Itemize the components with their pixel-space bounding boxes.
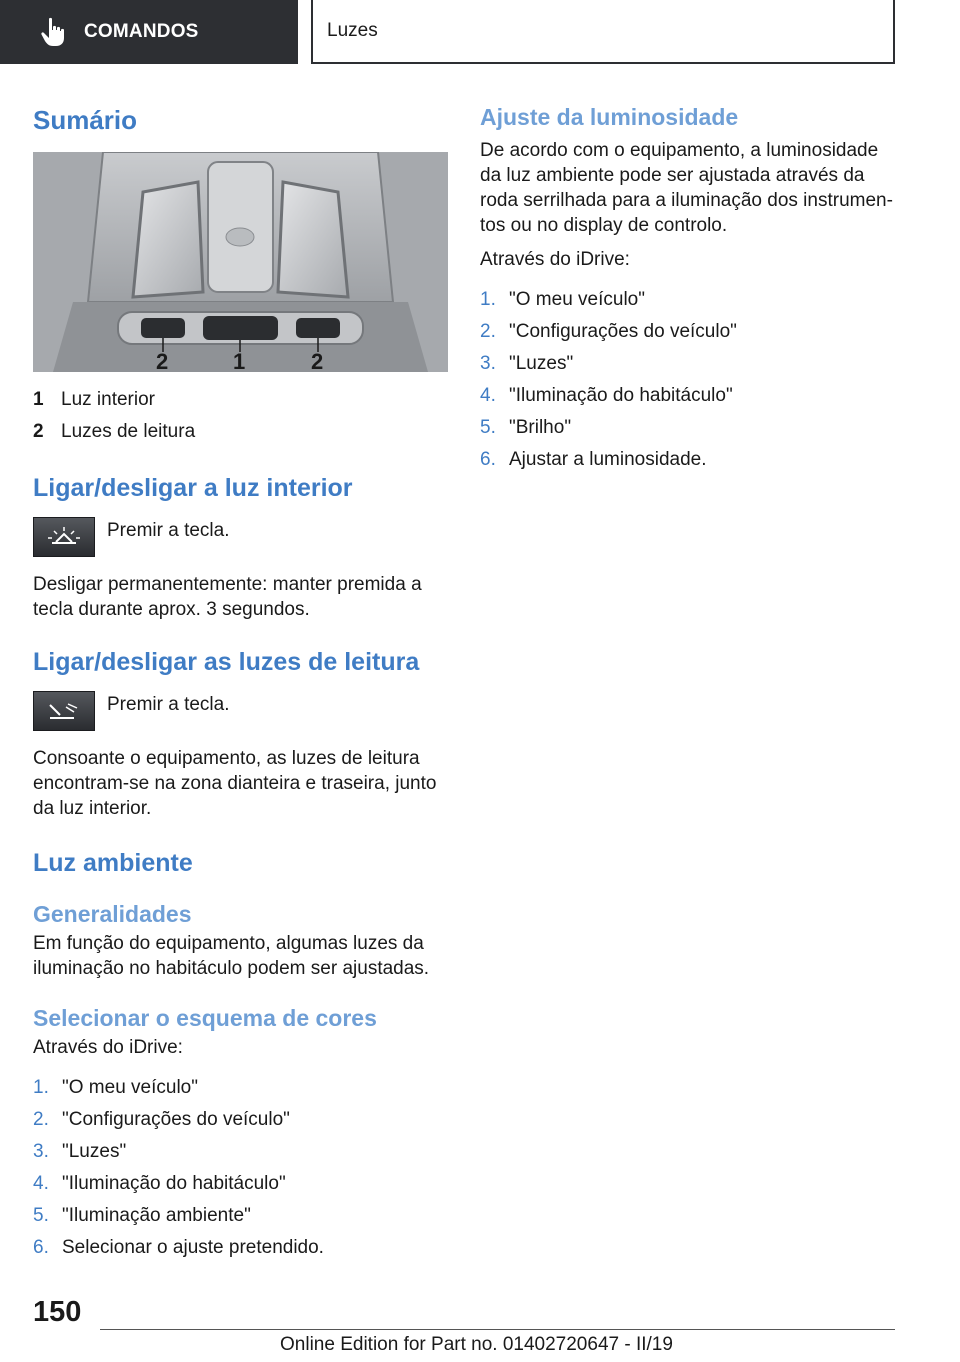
- list-item: [480, 316, 895, 348]
- brightness-title: Ajuste da luminosidade: [480, 104, 739, 130]
- section-title: COMANDOS: [84, 21, 199, 42]
- step-number: 4.: [33, 1173, 49, 1194]
- figure-callouts: [33, 384, 448, 448]
- interior-light-body: Desligar permanentemente: manter premida a tecla durante aprox. 3 segundos.: [33, 574, 422, 620]
- step-number: 3.: [33, 1141, 49, 1162]
- summary-title: Sumário: [33, 105, 138, 135]
- step-number: 6.: [480, 449, 496, 470]
- overhead-console-figure: [33, 152, 448, 372]
- general-title: Generalidades: [33, 901, 192, 927]
- footer-divider: [100, 1329, 895, 1330]
- step-text: "Configurações do veículo": [62, 1109, 290, 1130]
- callout-item: [33, 416, 448, 448]
- list-item: [480, 380, 895, 412]
- step-text: "Luzes": [509, 353, 574, 374]
- step-number: 6.: [33, 1237, 49, 1258]
- step-number: 5.: [33, 1205, 49, 1226]
- brightness-body: De acordo com o equipamento, a luminosidade da luz ambiente pode ser ajustada através da roda serrilhada para a iluminação dos instrumen-tos ou no display de controlo.: [480, 140, 893, 236]
- callout-text: Luzes de leitura: [61, 421, 196, 442]
- footer-edition: Online Edition for Part no. 01402720647 - II/19: [280, 1334, 673, 1355]
- reading-light-key-icon: [33, 691, 95, 731]
- reading-key-row: [33, 688, 448, 731]
- list-item: [33, 1072, 448, 1104]
- step-text: "Luzes": [62, 1141, 127, 1162]
- step-number: 4.: [480, 385, 496, 406]
- list-item: [33, 1168, 448, 1200]
- callout-item: [33, 384, 448, 416]
- interior-light-key-icon: [33, 517, 95, 557]
- step-text: "Iluminação do habitáculo": [62, 1173, 286, 1194]
- list-item: [33, 1136, 448, 1168]
- list-item: [33, 1104, 448, 1136]
- section-tab: [0, 0, 298, 64]
- step-number: 2.: [480, 321, 496, 342]
- left-column: [33, 100, 448, 1264]
- list-item: [480, 284, 895, 316]
- callout-number: 2: [33, 421, 44, 442]
- color-scheme-steps: [33, 1072, 448, 1264]
- callout-number: 1: [33, 389, 44, 410]
- overhead-console-illustration: [33, 152, 448, 372]
- reading-light-body: Consoante o equipamento, as luzes de leitura encontram-se na zona dianteira e traseira, junto da luz interior.: [33, 748, 437, 819]
- list-item: [480, 444, 895, 476]
- chapter-box: [311, 0, 895, 64]
- step-text: Ajustar a luminosidade.: [509, 449, 707, 470]
- figure-label: 2: [311, 349, 324, 372]
- list-item: [480, 348, 895, 380]
- figure-label: 1: [233, 349, 246, 372]
- color-scheme-intro: Através do iDrive:: [33, 1037, 183, 1058]
- reading-light-title: Ligar/desligar as luzes de leitura: [33, 648, 420, 676]
- reading-key-text: Premir a tecla.: [107, 694, 230, 715]
- step-number: 2.: [33, 1109, 49, 1130]
- pointing-hand-icon: [40, 17, 66, 47]
- step-number: 3.: [480, 353, 496, 374]
- step-text: Selecionar o ajuste pretendido.: [62, 1237, 324, 1258]
- right-column: [480, 100, 895, 476]
- step-text: "O meu veículo": [62, 1077, 198, 1098]
- brightness-intro: Através do iDrive:: [480, 249, 630, 270]
- step-number: 1.: [33, 1077, 49, 1098]
- step-text: "Iluminação do habitáculo": [509, 385, 733, 406]
- step-number: 5.: [480, 417, 496, 438]
- figure-label: 2: [156, 349, 169, 372]
- brightness-steps: [480, 284, 895, 476]
- step-text: "O meu veículo": [509, 289, 645, 310]
- page-number: 150: [33, 1296, 82, 1328]
- interior-key-row: [33, 514, 448, 557]
- list-item: [33, 1200, 448, 1232]
- list-item: [480, 412, 895, 444]
- color-scheme-title: Selecionar o esquema de cores: [33, 1005, 377, 1031]
- general-body: Em função do equipamento, algumas luzes da iluminação no habitáculo podem ser ajustadas.: [33, 933, 430, 979]
- callout-text: Luz interior: [61, 389, 155, 410]
- step-number: 1.: [480, 289, 496, 310]
- step-text: "Configurações do veículo": [509, 321, 737, 342]
- list-item: [33, 1232, 448, 1264]
- interior-light-title: Ligar/desligar a luz interior: [33, 474, 353, 502]
- step-text: "Brilho": [509, 417, 572, 438]
- step-text: "Iluminação ambiente": [62, 1205, 251, 1226]
- chapter-title: Luzes: [327, 20, 378, 41]
- interior-key-text: Premir a tecla.: [107, 520, 230, 541]
- ambient-light-title: Luz ambiente: [33, 849, 193, 877]
